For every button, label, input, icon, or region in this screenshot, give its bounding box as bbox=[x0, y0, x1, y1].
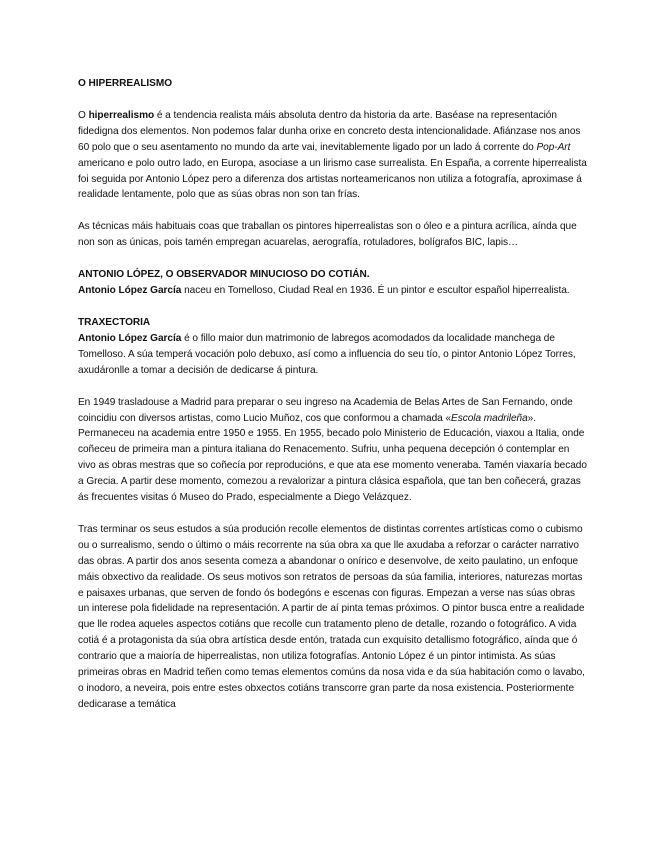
section-heading-traxectoria: TRAXECTORIA bbox=[78, 316, 151, 328]
paragraph-tecnicas: As técnicas máis habituais coas que traballan os pintores hiperrealistas son o óleo e a pintura acrílica, aínda que non son as únicas, pois tamén empregan acuarelas, aerografía, rotuladores, bolígrafos BIC, lapis… bbox=[78, 221, 577, 249]
italic-term-pop-art: Pop-Art bbox=[536, 141, 571, 153]
paragraph-antonio-lopez-intro bbox=[78, 283, 588, 299]
text-run: naceu en Tomelloso, Ciudad Real en 1936. É un pintor e escultor español hiperrealista. bbox=[181, 285, 570, 297]
text-run: americano e polo outro lado, en Europa, asociase a un lirismo case surrealista. En España, a corrente hiperrealista foi seguida por Antonio López pero a diferenza dos artistas norteamericanos non utiliza a fotografía, aproximase á realidade lentamente, polo que as súas obras non son tan frías. bbox=[78, 157, 587, 201]
paragraph-madrid-1949 bbox=[78, 395, 588, 506]
text-run: ». Permaneceu na academia entre 1950 e 1955. En 1955, becado polo Ministerio de Educación, viaxou a Italia, onde coñeceu de primeira man a pintura italiana do Renacemento. Sufriu, unha pequena decepción ó contemplar en vivo as obras mestras que so coñecía por reproducións, e que ata ese momento veneraba. Tamén viaxaría becado a Grecia. A partir dese momento, comezou a revalorizar a pintura clásica española, que tan ben coñecerá, grazas ás frecuentes visitas ó Museo do Prado, especialmente a Diego Velázquez. bbox=[78, 412, 587, 504]
document-title: O HIPERREALISMO bbox=[78, 78, 173, 89]
text-run: é a tendencia realista máis absoluta dentro da historia da arte. Baséase na representación fidedigna dos elementos. Non podemos falar dunha orixe en concreto desta intencionalidade. Afiánzase nos anos 60 polo que o seu asentamento no mundo da arte vai, inevitablemente ligado por un lado á corrente do bbox=[78, 109, 581, 153]
bold-name: Antonio López García bbox=[78, 285, 182, 297]
bold-name: Antonio López García bbox=[78, 332, 182, 344]
text-run: é o fillo maior dun matrimonio de labregos acomodados da localidade manchega de Tomelloso. A súa temperá vocación polo debuxo, así como a influencia do seu tío, o pintor Antonio López Torres, axudáronlle a tomar a decisión de dedicarse á pintura. bbox=[78, 332, 576, 376]
paragraph-producion: Tras terminar os seus estudos a súa produción recolle elementos de distintas correntes artísticas como o cubismo ou o surrealismo, sendo o último o máis recorrente na súa obra xa que lle axudaba a reforzar o carácter narrativo das obras. A partir dos anos sesenta comeza a abandonar o onírico e desenvolve, de xeito paulatino, un enfoque máis obxectivo da realidade. Os seus motivos son retratos de persoas da súa familia, interiores, naturezas mortas e paisaxes urbanas, que serven de fondo ós bodegóns e escenas con figuras. Empezan a verse nas súas obras un interese pola fidelidade na representación. A partir de aí pinta temas próximos. O pintor busca entre a realidade que lle rodea aqueles aspectos cotiáns que recolle cun tratamento pleno de detalle, rozando o fotográfico. A vida cotiá é a protagonista da súa obra artística desde entón, tratada cun exquisito detallismo fotográfico, aínda que ó contrario que a maioría de hiperrealistas, non utiliza fotografías. Antonio López é un pintor intimista. As súas primeiras obras en Madrid teñen como temas elementos comúns da nosa vida e da súa habitación como o lavabo, o inodoro, a neveira, pois entre estes obxectos cotiáns transcorre gran parte da nosa existencia. Posteriormente dedicarase a temática bbox=[78, 523, 585, 710]
text-run: En 1949 trasladouse a Madrid para preparar o seu ingreso na Academia de Belas Artes de San Fernando, onde coincidiu con diversos artistas, como Lucio Muñoz, cos que conformou a chamada « bbox=[78, 396, 573, 424]
paragraph-traxectoria bbox=[78, 331, 588, 379]
text-run: O bbox=[78, 109, 89, 121]
bold-term-hiperrealismo: hiperrealismo bbox=[88, 109, 155, 121]
section-heading-antonio-lopez: ANTONIO LÓPEZ, O OBSERVADOR MINUCIOSO DO COTIÁN. bbox=[78, 269, 370, 281]
document-page bbox=[78, 76, 588, 713]
paragraph-hiperrealismo-intro bbox=[78, 108, 588, 203]
italic-term-escola-madrilena: Escola madrileña bbox=[451, 412, 528, 424]
